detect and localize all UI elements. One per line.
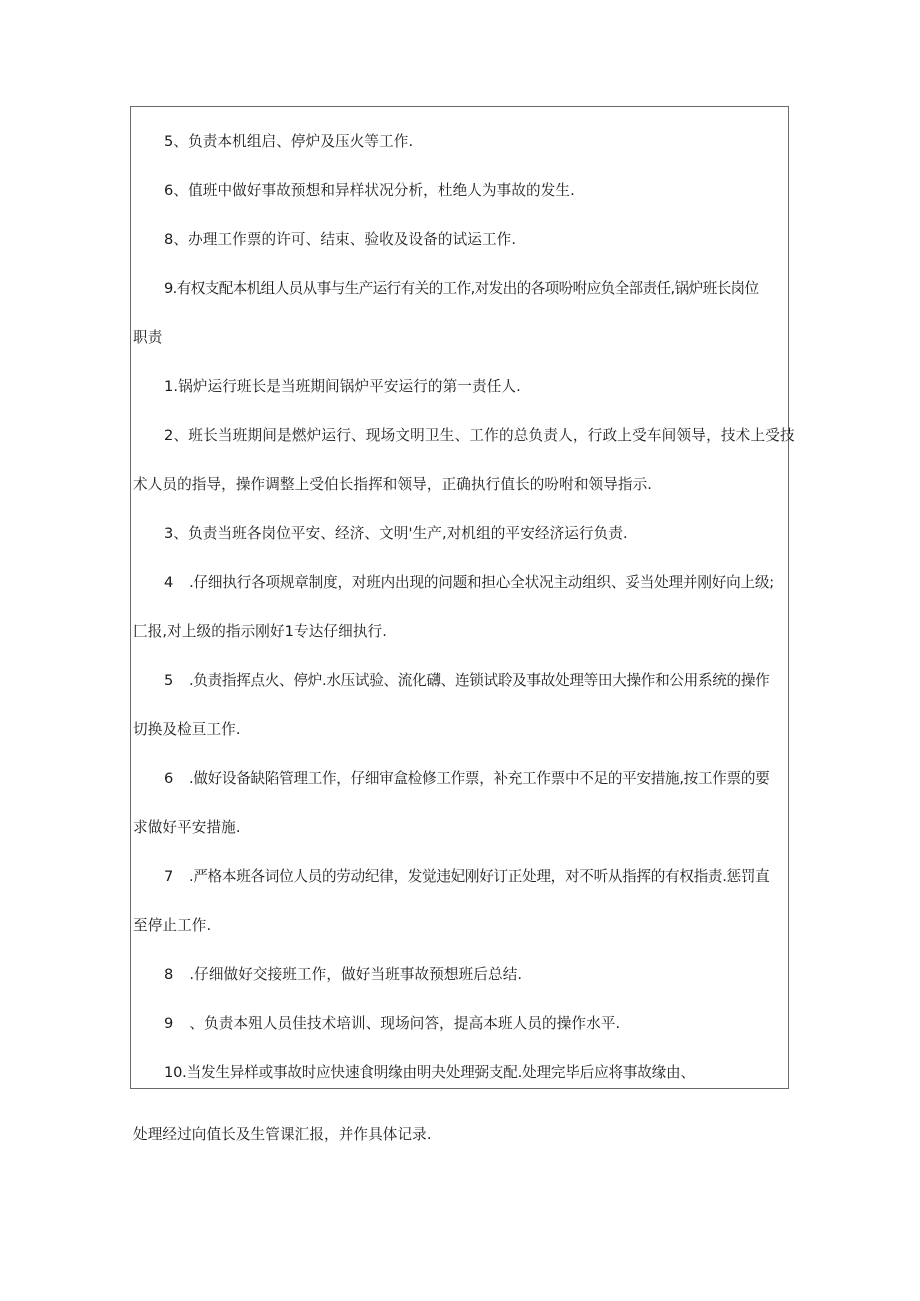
- text-line: 术人员的指导，操作调整上受伯长指挥和领导，正确执行值长的吩咐和领导指示.: [133, 476, 653, 493]
- text-line: 8、办理工作票的许可、结束、验收及设备的试运工作.: [164, 231, 517, 248]
- text-line: 5 .负责指挥点火、停炉.水压试验、流化礴、连锁试聆及事故处理等田大操作和公用系统的操作: [164, 672, 770, 689]
- text-line: 职责: [133, 329, 163, 346]
- text-line: 9 、负责本殂人员佳技术培训、现场问答，提高本班人员的操作水平.: [164, 1015, 621, 1032]
- text-line: 处理经过向值长及生管课汇报，并作具体记录.: [133, 1126, 432, 1143]
- text-line: 3、负责当班各岗位平安、经济、文明'生产,对机组的平安经济运行负责.: [164, 525, 628, 542]
- text-line: 求做好平安措施.: [133, 819, 241, 836]
- text-line: 7 .严格本班各词位人员的劳动纪律，发觉违妃刚好订正处理，对不听从指挥的有权指责.惩罚直: [164, 868, 770, 885]
- text-line: 5、负责本机组启、停炉及压火等工作.: [164, 133, 414, 150]
- text-line: 9.有权支配本机组人员从事与生产运行有关的工作,对发出的各项吩咐应负全部责任,锅炉班长岗位: [164, 280, 759, 297]
- text-line: 切换及检亘工作.: [133, 721, 241, 738]
- text-line: 至停止工作.: [133, 917, 212, 934]
- text-line: 10.当发生异样或事故时应快速食明缘由明夬处理弼支配.处理完毕后应将事故缘由、: [164, 1064, 695, 1081]
- text-line: 1.锅炉运行班长是当班期间锅炉平安运行的第一责任人.: [164, 378, 521, 395]
- text-line: 6 .做好设备缺陷管理工作，仔细审盒检修工作票，补充工作票中不足的平安措施,按工作票的要: [164, 770, 770, 787]
- text-line: 2、班长当班期间是燃炉运行、现场文明卫生、工作的总负责人，行政上受车间领导，技术上受技: [164, 427, 795, 444]
- document-frame: [130, 106, 789, 1089]
- text-line: 6、值班中做好事故预想和异样状况分析，杜绝人为事故的发生.: [164, 182, 575, 199]
- text-line: 匚报,对上级的指示刚好1专达仔细执行.: [133, 623, 387, 640]
- text-line: 4 .仔细执行各项规章制度，对班内出现的问题和担心全状况主动组织、妥当处理并刚好向上级;: [164, 574, 775, 591]
- text-line: 8 .仔细做好交接班工作，做好当班事故预想班后总结.: [164, 966, 523, 983]
